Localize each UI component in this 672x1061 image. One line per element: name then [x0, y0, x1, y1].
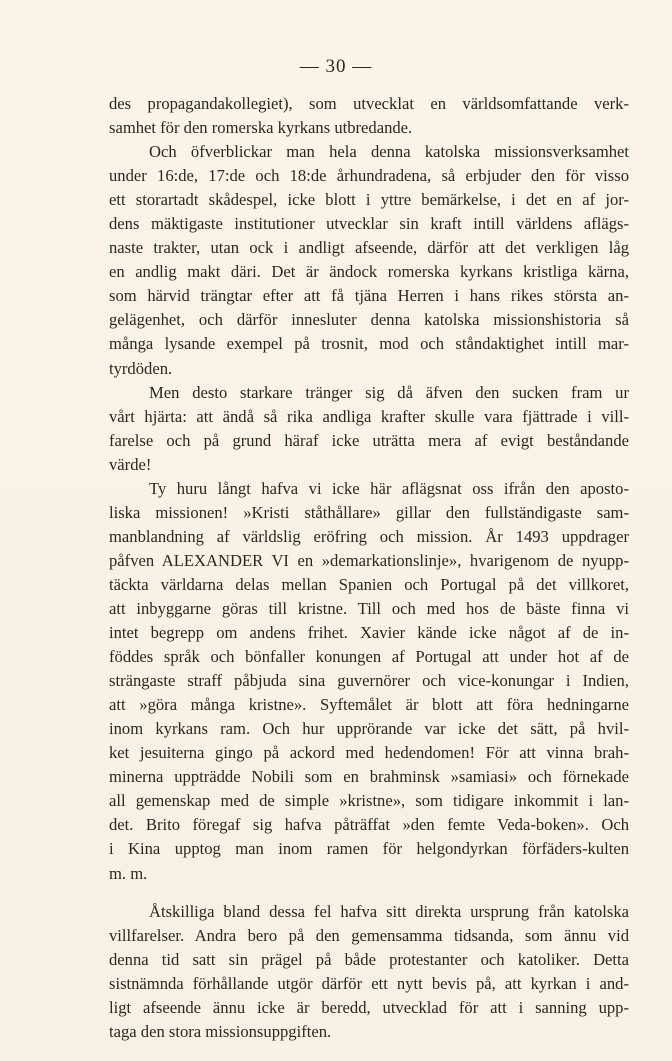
text-line: villfarelser. Andra bero på den gemensamma tidsanda, som ännu vid: [109, 925, 629, 945]
text-line: intet begrepp om andens frihet. Xavier kände icke något af de in-: [109, 623, 629, 643]
text-line: taga den stora missionsuppgiften.: [109, 1021, 332, 1041]
text-line: Och öfverblickar man hela denna katolska missionsverksamhet: [149, 142, 629, 162]
text-line: täckta världarna delas mellan Spanien och Portugal på det villkoret,: [109, 574, 629, 594]
text-line: många lysande exempel på trosnit, mod och ståndaktighet intill mar-: [109, 334, 629, 354]
text-line: ett storartadt skådespel, icke blott i yttre bemärkelse, i det en af jor-: [109, 190, 629, 210]
text-line: Ty huru långt hafva vi icke här aflägsnat oss ifrån den aposto-: [149, 478, 629, 498]
text-line: farelse och på grund häraf icke uträtta mera af evigt beståndande: [109, 430, 629, 450]
text-line: tyrdöden.: [109, 358, 173, 378]
text-line: liska missionen! »Kristi ståthållare» gillar den fullständigaste sam-: [109, 502, 629, 522]
text-line: som härvid trängtar efter att få tjäna Herren i hans rikes största an-: [109, 286, 629, 306]
text-line: vårt hjärta: att ändå så rika andliga krafter skulle vara fjättrade i vill-: [109, 406, 629, 426]
paragraph: [109, 140, 629, 380]
text-line: värde!: [109, 454, 152, 474]
paragraph: [109, 900, 629, 1044]
page-number: — 30 —: [299, 56, 373, 77]
paragraph: [109, 381, 629, 477]
body-text: [109, 92, 629, 1044]
text-line: föddes språk och bönfaller konungen af Portugal att under hot af de: [109, 647, 629, 667]
text-line: naste trakter, utan ock i andligt afseende, därför att det verkligen låg: [109, 238, 629, 258]
text-line: samhet för den romerska kyrkans utbredande.: [109, 118, 413, 138]
text-line: minerna uppträdde Nobili som en brahminsk »samiasi» och förnekade: [109, 767, 629, 787]
text-line: sistnämnda förhållande utgör därför ett nytt bevis på, att kyrkan i and-: [109, 973, 629, 993]
paragraph: [109, 477, 629, 886]
text-line: gelägenhet, och därför innesluter denna katolska missionshistoria så: [109, 310, 629, 330]
text-line: påfven ALEXANDER VI en »demarkationslinje», hvarigenom de nyupp-: [109, 550, 629, 570]
text-line: det. Brito föregaf sig hafva påträffat »den femte Veda-boken». Och: [109, 815, 629, 835]
text-line: att inbyggarne göras till kristne. Till och med hos de bäste finna vi: [109, 598, 629, 618]
text-line: denna tid satt sin prägel på både protestanter och katoliker. Detta: [109, 949, 629, 969]
paragraph: [109, 92, 629, 140]
text-line: ket jesuiterna gingo på ackord med hedendomen! För att vinna brah-: [109, 743, 629, 763]
text-line: all gemenskap med de simple »kristne», som tidigare inkommit i lan-: [109, 791, 629, 811]
text-line: dens mäktigaste institutioner utvecklar sin kraft intill världens aflägs-: [109, 214, 629, 234]
text-line: att »göra många kristne». Syftemålet är blott att föra hedningarne: [109, 695, 629, 715]
text-line: des propagandakollegiet), som utvecklat en världsomfattande verk-: [109, 94, 629, 113]
text-line: en andlig makt däri. Det är ändock romerska kyrkans kristliga kärna,: [109, 262, 629, 282]
text-line: ligt afseende ännu icke är beredd, utvecklad för att i sanning upp-: [109, 997, 629, 1017]
text-line: i Kina upptog man inom ramen för helgondyrkan förfäders-kulten: [109, 839, 629, 859]
paragraph-gap: [109, 886, 629, 900]
text-line: inom kyrkans ram. Och hur upprörande var icke det sätt, på hvil-: [109, 719, 629, 739]
text-line: strängaste straff påbjuda sina guvernörer och vice-konungar i Indien,: [109, 671, 629, 691]
text-line: under 16:de, 17:de och 18:de århundradena, så erbjuder den för visso: [109, 166, 629, 186]
text-line: manblandning af världslig eröfring och mission. År 1493 uppdrager: [109, 526, 629, 546]
text-line: Men desto starkare tränger sig då äfven den sucken fram ur: [149, 382, 629, 402]
text-line: m. m.: [109, 863, 148, 883]
text-line: Åtskilliga bland dessa fel hafva sitt direkta ursprung från katolska: [149, 901, 629, 921]
